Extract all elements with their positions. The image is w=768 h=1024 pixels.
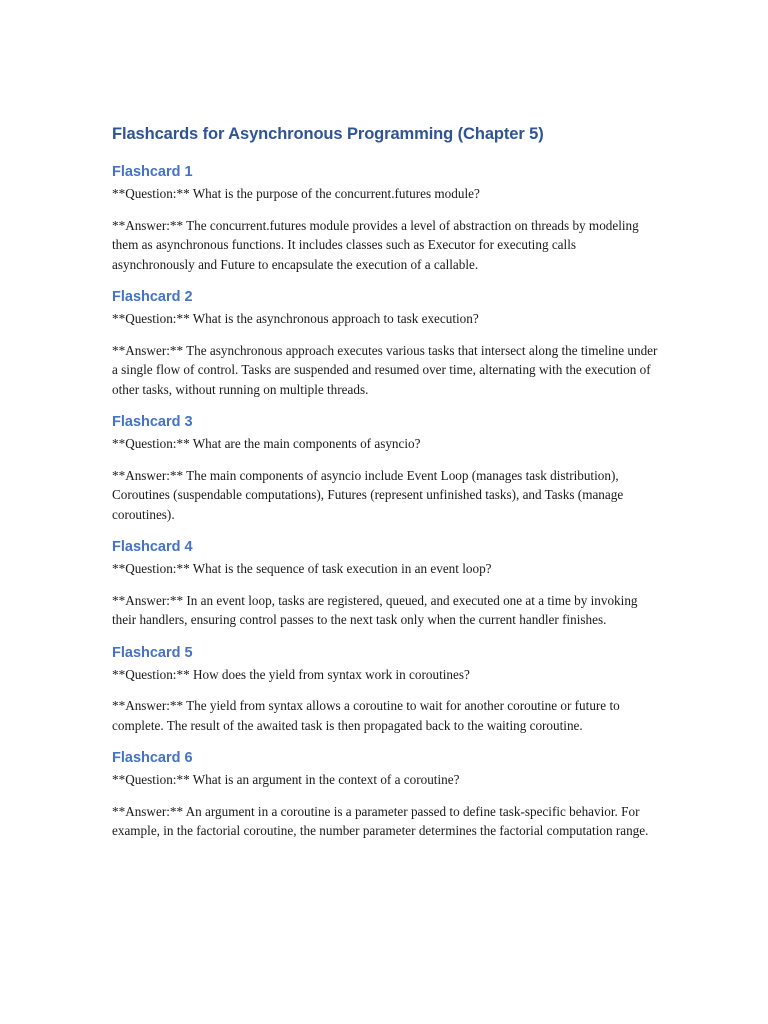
flashcard-3 [112,412,660,524]
flashcard-5 [112,643,660,736]
flashcard-answer: **Answer:** An argument in a coroutine is a parameter passed to define task-specific behavior. For example, in the factorial coroutine, the number parameter determines the factorial computation range. [112,803,649,838]
flashcard-6 [112,748,660,841]
flashcard-1 [112,162,660,274]
flashcard-heading: Flashcard 6 [112,750,193,766]
flashcard-answer: **Answer:** The asynchronous approach executes various tasks that intersect along the timeline under a single flow of control. Tasks are suspended and resumed over time, alternating with the execution of other tasks, without running on multiple threads. [112,342,658,397]
flashcard-answer: **Answer:** The main components of asyncio include Event Loop (manages task distribution), Coroutines (suspendable computations), Futures (represent unfinished tasks), and Tasks (manage coroutines). [112,467,624,522]
flashcard-heading: Flashcard 3 [112,414,193,430]
flashcard-question: **Question:** What are the main components of asyncio? [112,436,421,451]
flashcard-answer: **Answer:** The concurrent.futures module provides a level of abstraction on threads by modeling them as asynchronous functions. It includes classes such as Executor for executing calls asynchronously and Future to encapsulate the execution of a callable. [112,217,639,272]
document-page [112,121,660,854]
flashcard-question: **Question:** What is the sequence of task execution in an event loop? [112,561,492,576]
flashcard-question: **Question:** How does the yield from syntax work in coroutines? [112,666,470,682]
flashcard-heading: Flashcard 5 [112,644,193,661]
flashcard-4 [112,537,660,630]
flashcard-question: **Question:** What is the purpose of the concurrent.futures module? [112,186,480,201]
flashcard-heading: Flashcard 2 [112,289,193,305]
document-title: Flashcards for Asynchronous Programming (Chapter 5) [112,125,544,143]
flashcard-answer: **Answer:** In an event loop, tasks are registered, queued, and executed one at a time by invoking their handlers, ensuring control passes to the next task only when the current handler finishes. [112,592,638,627]
flashcard-question: **Question:** What is an argument in the context of a coroutine? [112,772,460,787]
flashcard-2 [112,287,660,399]
flashcard-heading: Flashcard 1 [112,164,193,180]
flashcard-answer: **Answer:** The yield from syntax allows a coroutine to wait for another coroutine or future to complete. The result of the awaited task is then propagated back to the waiting coroutine. [112,698,620,733]
flashcard-heading: Flashcard 4 [112,539,193,555]
flashcard-question: **Question:** What is the asynchronous approach to task execution? [112,311,479,326]
